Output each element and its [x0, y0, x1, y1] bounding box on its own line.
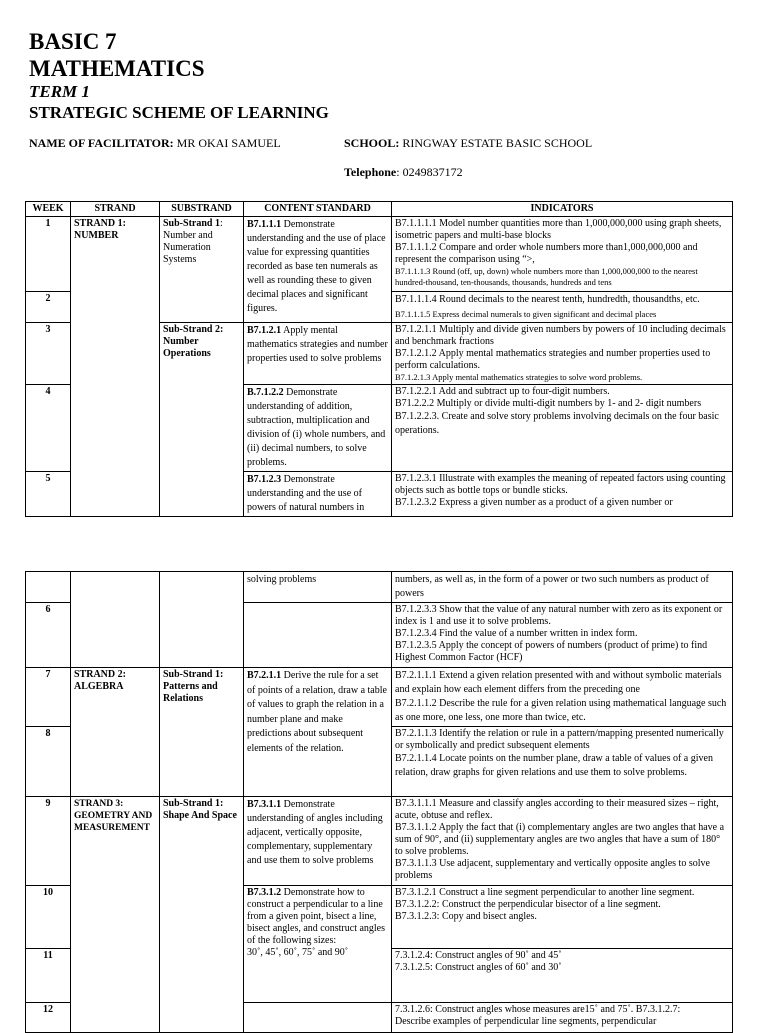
table-header-row	[26, 202, 733, 217]
table-row	[26, 603, 733, 668]
indicator: B7.3.1.1.1 Measure and classify angles according to their measured sizes – right, acute, obtuse and reflex.	[395, 798, 719, 821]
indicators-cell	[392, 668, 733, 727]
week-cell: 8	[26, 727, 71, 797]
table-row	[26, 797, 733, 886]
week-cell	[26, 572, 71, 603]
indicator: B7.1.2.2.3. Create and solve story problems involving decimals on the four basic operations.	[395, 411, 719, 436]
indicators-cell	[392, 323, 733, 385]
week-cell: 1	[26, 217, 71, 292]
content-standard-cell: B7.1.2.3 Demonstrate understanding and the use of powers of natural numbers in	[244, 472, 392, 517]
title-scheme: STRATEGIC SCHEME OF LEARNING	[29, 103, 329, 122]
strand-cell	[71, 603, 160, 668]
indicators-cell	[392, 1003, 733, 1033]
telephone-label: Telephone	[344, 165, 397, 179]
indicator: 7.3.1.2.5: Construct angles of 60˚ and 30˚	[395, 962, 562, 973]
week-cell: 12	[26, 1003, 71, 1033]
col-week: WEEK	[26, 202, 71, 217]
week-cell: 5	[26, 472, 71, 517]
indicator: B7.1.1.1.1 Model number quantities more than 1,000,000,000 using graph sheets, isometric papers and multi-base blocks	[395, 218, 722, 241]
telephone-line	[344, 165, 463, 180]
indicator: B7.1.2.3.2 Express a given number as a product of a given number or	[395, 497, 673, 508]
indicators-cell	[392, 603, 733, 668]
content-standard-cell: B7.2.1.1 Derive the rule for a set of points of a relation, draw a table of values to graph the relation in a number plane and make predictions about subsequent elements of the relation.	[244, 668, 392, 797]
telephone-number: : 0249837172	[396, 165, 463, 179]
strand-cell: STRAND 1: NUMBER	[71, 217, 160, 517]
week-cell: 3	[26, 323, 71, 385]
week-cell: 7	[26, 668, 71, 727]
content-standard-cell: B7.3.1.1 Demonstrate understanding of angles including adjacent, vertically opposite, complementary, supplementary and use them to solve problems	[244, 797, 392, 886]
content-standard-cell: B7.1.1.1 Demonstrate understanding and the use of place value for expressing quantities recorded as base ten numerals as well as rounding these to given decimal places and significant figures.	[244, 217, 392, 323]
indicators-cell	[392, 797, 733, 886]
indicator: B7.3.1.1.3 Use adjacent, supplementary and vertically opposite angles to solve problems	[395, 858, 710, 881]
indicator: B7.3.1.2.2: Construct the perpendicular bisector of a line segment.	[395, 899, 661, 910]
title-basic: BASIC 7	[29, 29, 117, 54]
col-content-standard: CONTENT STANDARD	[244, 202, 392, 217]
strand-cell: STRAND 2: ALGEBRA	[71, 668, 160, 797]
indicator: B7.1.2.1.1 Multiply and divide given numbers by powers of 10 including decimals and benchmark fractions	[395, 324, 726, 347]
week-cell: 2	[26, 292, 71, 323]
indicator: 7.3.1.2.6: Construct angles whose measures are15˚ and 75˚. B7.3.1.2.7:	[395, 1004, 681, 1015]
week-cell: 6	[26, 603, 71, 668]
indicator: B7.2.1.1.4 Locate points on the number plane, draw a table of values of a given relation, draw graphs for given relations and use them to solve problems.	[395, 753, 713, 778]
indicator: B7.1.2.3.4 Find the value of a number written in index form.	[395, 628, 638, 639]
indicators-cell	[392, 727, 733, 797]
indicator: B7.3.1.1.2 Apply the fact that (i) complementary angles are two angles that have a sum of 90°, and (ii) supplementary angles are two angles that have a sum of 180° to solve problems.	[395, 822, 725, 857]
indicator: B71.2.2.2 Multiply or divide multi-digit numbers by 1- and 2- digit numbers	[395, 398, 702, 409]
indicator: numbers, as well as, in the form of a power or two such numbers as product of powers	[395, 574, 709, 599]
content-standard-cell: B7.1.2.1 Apply mental mathematics strategies and number properties used to solve problems	[244, 323, 392, 385]
school-label: SCHOOL:	[344, 136, 400, 150]
indicator: B7.2.1.1.3 Identify the relation or rule in a pattern/mapping presented numerically or symbolically and predict subsequent elements	[395, 728, 724, 751]
substrand-cell: Sub-Strand 1: Patterns and Relations	[160, 668, 244, 797]
indicator: B7.3.1.2.3: Copy and bisect angles.	[395, 911, 537, 922]
week-cell: 10	[26, 886, 71, 949]
table-row	[26, 572, 733, 603]
indicators-cell	[392, 385, 733, 472]
indicator: B7.1.1.1.4 Round decimals to the nearest tenth, hundredth, thousandths, etc.	[395, 294, 700, 305]
week-cell: 11	[26, 949, 71, 1003]
indicator: B7.1.2.1.2 Apply mental mathematics strategies and number properties used to perform calculations.	[395, 348, 711, 371]
title-term: TERM 1	[29, 82, 90, 101]
content-standard-cell: B7.3.1.2 Demonstrate how to construct a perpendicular to a line from a given point, bisect a line, bisect angles, and construct angles of the following sizes: 30˚, 45˚, 60˚, 75˚ and 90˚	[244, 886, 392, 1003]
indicator: B7.2.1.1.1 Extend a given relation presented with and without symbolic materials and explain how each element differs from the preceding one	[395, 670, 722, 695]
substrand-cell: Sub-Strand 1: Shape And Space	[160, 797, 244, 1033]
indicators-cell	[392, 217, 733, 292]
indicator: B7.1.2.3.3 Show that the value of any natural number with zero as its exponent or index is 1 and use it to solve problems.	[395, 604, 723, 627]
indicator: B7.3.1.2.1 Construct a line segment perpendicular to another line segment.	[395, 887, 695, 898]
indicator: B7.1.1.1.2 Compare and order whole numbers more than1,000,000,000 and represent the comparison using “>,	[395, 242, 698, 265]
document-header	[29, 28, 329, 124]
indicators-cell	[392, 886, 733, 949]
indicator: B7.1.2.2.1 Add and subtract up to four-digit numbers.	[395, 386, 610, 397]
school-name: RINGWAY ESTATE BASIC SCHOOL	[402, 136, 593, 150]
facilitator-label: NAME OF FACILITATOR:	[29, 136, 174, 150]
indicator: B7.1.1.1.3 Round (off, up, down) whole numbers more than 1,000,000,000 to the nearest hundred-thousand, ten-thousands, thousands, hundreds and tens	[395, 266, 698, 287]
indicators-cell	[392, 949, 733, 1003]
scheme-table-page2	[25, 571, 733, 1033]
indicator: B7.2.1.1.2 Describe the rule for a given relation using mathematical language such as one more, one less, one more than twice, etc.	[395, 698, 727, 723]
col-substrand: SUBSTRAND	[160, 202, 244, 217]
facilitator-line	[29, 136, 281, 151]
indicator: Describe examples of perpendicular line segments, perpendicular	[395, 1016, 657, 1027]
facilitator-name: MR OKAI SAMUEL	[176, 136, 281, 150]
indicators-cell	[392, 572, 733, 603]
content-standard-cell: B.7.1.2.2 Demonstrate understanding of addition, subtraction, multiplication and division of (i) whole numbers, and (ii) decimal numbers, to solve problems.	[244, 385, 392, 472]
substrand-cell: Sub-Strand 2: Number Operations	[160, 323, 244, 517]
week-cell: 4	[26, 385, 71, 472]
strand-cell: STRAND 3: GEOMETRY AND MEASUREMENT	[71, 797, 160, 1033]
col-strand: STRAND	[71, 202, 160, 217]
indicator: 7.3.1.2.4: Construct angles of 90˚ and 45˚	[395, 950, 562, 961]
indicators-cell	[392, 472, 733, 517]
table-row	[26, 217, 733, 292]
content-standard-cell	[244, 603, 392, 668]
substrand-cell	[160, 603, 244, 668]
substrand-cell	[160, 572, 244, 603]
week-cell: 9	[26, 797, 71, 886]
indicator: B7.1.2.3.1 Illustrate with examples the meaning of repeated factors using counting objects such as bottle tops or bundle sticks.	[395, 473, 726, 496]
indicator: B7.1.1.1.5 Express decimal numerals to given significant and decimal places	[395, 309, 657, 319]
content-standard-cell	[244, 1003, 392, 1033]
strand-cell	[71, 572, 160, 603]
table-row	[26, 668, 733, 727]
angle-sizes: 30˚, 45˚, 60˚, 75˚ and 90˚	[247, 947, 349, 958]
substrand-cell: Sub-Strand 1: Number and Numeration Systems	[160, 217, 244, 323]
content-standard-cell: solving problems	[244, 572, 392, 603]
title-subject: MATHEMATICS	[29, 56, 205, 81]
scheme-table-page1	[25, 201, 733, 517]
school-line	[344, 136, 592, 151]
indicator: B7.1.2.1.3 Apply mental mathematics strategies to solve word problems.	[395, 372, 643, 382]
indicator: B7.1.2.3.5 Apply the concept of powers of numbers (product of prime) to find Highest Common Factor (HCF)	[395, 640, 708, 663]
indicators-cell	[392, 292, 733, 323]
col-indicators: INDICATORS	[392, 202, 733, 217]
